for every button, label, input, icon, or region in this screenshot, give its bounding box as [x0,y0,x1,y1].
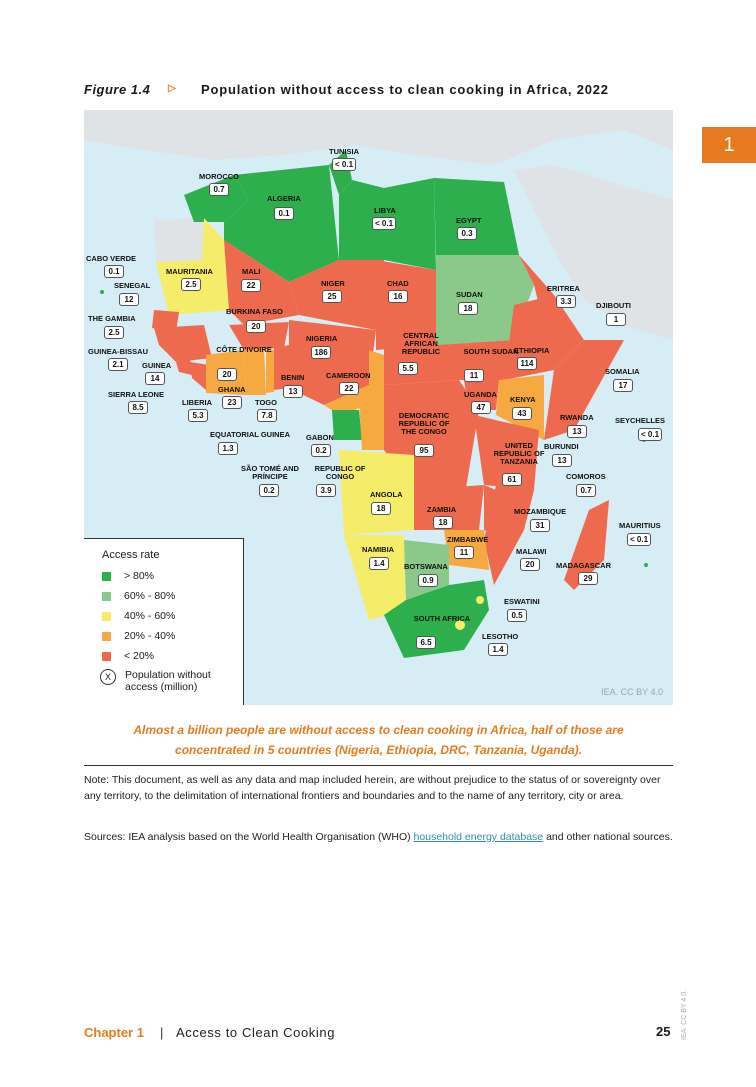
country-value-chad: 16 [388,290,408,303]
country-value-senegal: 12 [119,293,139,306]
country-label-lesotho: LESOTHO [482,632,519,641]
country-label-zambia: ZAMBIA [427,505,457,514]
country-value-rwanda: 13 [567,425,587,438]
chapter-tab[interactable]: 1 [702,127,756,163]
country-value-cameroon: 22 [339,382,359,395]
country-value-democratic-republic-of-the-congo: 95 [414,444,434,457]
country-value-burkina-faso: 20 [246,320,266,333]
country-value-burundi: 13 [552,454,572,467]
country-label-south-sudan: SOUTH SUDAN [463,347,519,356]
country-value-south-africa: 6.5 [416,636,436,649]
country-label-rwanda: RWANDA [560,413,594,422]
country-value-egypt: 0.3 [457,227,477,240]
country-label-namibia: NAMIBIA [362,545,395,554]
africa-map [84,110,673,705]
country-value-angola: 18 [371,502,391,515]
country-label-kenya: KENYA [510,395,536,404]
country-label-malawi: MALAWI [516,547,547,556]
footer-separator: | [160,1025,164,1040]
sierra-leone-shape [176,360,192,375]
side-credit: IEA. CC BY 4.0. [681,989,688,1040]
ghana-shape [244,348,266,395]
figure-title: Population without access to clean cooking in Africa, 2022 [201,82,609,97]
country-value-ethiopia: 114 [517,357,537,370]
country-value-eswatini: 0.5 [507,609,527,622]
country-value-mali: 22 [241,279,261,292]
country-value-guinea: 14 [145,372,165,385]
country-value-sudan: 18 [458,302,478,315]
map-credit: IEA. CC BY 4.0 [601,687,663,697]
country-value-kenya: 43 [512,407,532,420]
country-value-nigeria: 186 [311,346,331,359]
country-value-liberia: 5.3 [188,409,208,422]
triangle-icon: ▷ [168,83,176,94]
population-marker-icon: X [100,669,116,685]
eswatini-shape [476,596,484,604]
sources-text: Sources: IEA analysis based on the World Health Organisation (WHO) household energy database and other national sources. [84,831,673,843]
country-label-cameroon: CAMEROON [326,371,371,380]
country-label-benin: BENIN [281,373,305,382]
country-value-madagascar: 29 [578,572,598,585]
country-label-guinea-bissau: GUINEA-BISSAU [88,347,149,356]
country-value-malawi: 20 [520,558,540,571]
country-value-namibia: 1.4 [369,557,389,570]
gabon-shape [332,410,362,440]
country-value-zambia: 18 [433,516,453,529]
country-label-the-gambia: THE GAMBIA [88,314,136,323]
country-label-burkina-faso: BURKINA FASO [226,307,283,316]
country-value-lesotho: 1.4 [488,643,508,656]
mauritius-dot [644,563,648,567]
country-value-united-republic-of-tanzania: 61 [502,473,522,486]
country-label-ghana: GHANA [218,385,246,394]
country-label-central-african-republic: CENTRAL AFRICAN REPUBLIC [401,331,441,356]
country-value-cabo-verde: 0.1 [104,265,124,278]
country-label-mauritius: MAURITIUS [619,521,661,530]
country-label-c-te-d-ivoire: CÔTE D'IVOIRE [216,345,272,354]
note-text: Note: This document, as well as any data and map included herein, are without prejudice to the status of or sovereignty over any territory, to the delimitation of international frontiers and boundaries and to the name of any territory, city or area. [84,774,661,802]
country-label-seychelles: SEYCHELLES [615,416,666,425]
country-value-uganda: 47 [471,401,491,414]
country-value-comoros: 0.7 [576,484,596,497]
country-label-chad: CHAD [387,279,409,288]
country-value-eritrea: 3.3 [556,295,576,308]
country-label-democratic-republic-of-the-congo: DEMOCRATIC REPUBLIC OF THE CONGO [398,411,450,436]
country-value-benin: 13 [283,385,303,398]
country-value-tunisia: < 0.1 [332,158,356,171]
country-label-zimbabwe: ZIMBABWE [447,535,489,544]
country-label-egypt: EGYPT [456,216,482,225]
country-value-mauritania: 2.5 [181,278,201,291]
country-label-angola: ANGOLA [370,490,403,499]
country-label-djibouti: DJIBOUTI [596,301,632,310]
country-value-botswana: 0.9 [418,574,438,587]
country-label-eritrea: ERITREA [547,284,580,293]
household-energy-database-link[interactable]: household energy database [413,831,544,843]
country-value-algeria: 0.1 [274,207,294,220]
country-value-s-o-tom-and-pr-ncipe: 0.2 [259,484,279,497]
togo-shape [266,350,274,393]
cabo-verde-dots [100,290,104,294]
country-value-zimbabwe: 11 [454,546,474,559]
country-label-sudan: SUDAN [456,290,483,299]
country-label-republic-of-congo: REPUBLIC OF CONGO [314,464,366,481]
guinea-shape [154,325,212,362]
country-label-cabo-verde: CABO VERDE [86,254,137,263]
country-value-guinea-bissau: 2.1 [108,358,128,371]
footer-chapter: Chapter 1 [84,1025,144,1040]
footer-title: Access to Clean Cooking [176,1025,336,1040]
country-value-gabon: 0.2 [311,444,331,457]
country-label-eswatini: ESWATINI [504,597,540,606]
country-label-mali: MALI [242,267,261,276]
figure-label: Figure 1.4 [84,82,151,97]
europe-land [84,110,673,165]
country-label-mozambique: MOZAMBIQUE [514,507,567,516]
country-value-libya: < 0.1 [372,217,396,230]
country-value-c-te-d-ivoire: 20 [217,368,237,381]
figure-header [84,81,674,101]
country-value-the-gambia: 2.5 [104,326,124,339]
country-label-uganda: UGANDA [464,390,497,399]
country-label-niger: NIGER [321,279,345,288]
legend: Access rate > 80% 60% - 80% 40% - 60% 20% - 40% < 20% X Population without access (million) [84,538,244,705]
country-label-togo: TOGO [255,398,277,407]
country-label-somalia: SOMALIA [605,367,640,376]
divider [84,765,673,766]
country-label-gabon: GABON [306,433,334,442]
country-label-ethiopia: ETHIOPIA [514,346,550,355]
country-label-comoros: COMOROS [566,472,606,481]
country-label-madagascar: MADAGASCAR [556,561,611,570]
legend-title: Access rate [102,549,160,561]
country-value-morocco: 0.7 [209,183,229,196]
country-value-republic-of-congo: 3.9 [316,484,336,497]
country-value-central-african-republic: 5.5 [398,362,418,375]
country-label-senegal: SENEGAL [114,281,151,290]
country-value-djibouti: 1 [606,313,626,326]
country-label-libya: LIBYA [374,206,396,215]
country-label-guinea: GUINEA [142,361,172,370]
country-label-burundi: BURUNDI [544,442,579,451]
country-label-s-o-tom-and-pr-ncipe: SÃO TOMÉ AND PRÍNCIPE [241,464,299,481]
country-value-sierra-leone: 8.5 [128,401,148,414]
country-value-seychelles: < 0.1 [638,428,662,441]
country-label-tunisia: TUNISIA [329,147,359,156]
congo-shape [359,400,384,450]
country-label-equatorial-guinea: EQUATORIAL GUINEA [210,430,291,439]
country-value-equatorial-guinea: 1.3 [218,442,238,455]
country-value-niger: 25 [322,290,342,303]
population-marker-label: Population without access (million) [125,669,211,693]
country-label-mauritania: MAURITANIA [166,267,213,276]
western-sahara [154,218,204,262]
country-label-algeria: ALGERIA [267,194,301,203]
country-label-morocco: MOROCCO [199,172,239,181]
country-label-botswana: BOTSWANA [404,562,448,571]
figure-caption: Almost a billion people are without access to clean cooking in Africa, half of those are concentrated in 5 countries (Nigeria, Ethiopia, DRC, Tanzania, Uganda). [133,723,624,757]
page-number: 25 [656,1024,671,1039]
country-label-sierra-leone: SIERRA LEONE [108,390,164,399]
country-label-liberia: LIBERIA [182,398,212,407]
country-value-south-sudan: 11 [464,369,484,382]
country-label-nigeria: NIGERIA [306,334,338,343]
benin-shape [274,345,289,390]
country-value-mauritius: < 0.1 [627,533,651,546]
country-value-ghana: 23 [222,396,242,409]
country-value-somalia: 17 [613,379,633,392]
country-value-togo: 7.8 [257,409,277,422]
country-label-south-africa: SOUTH AFRICA [413,614,471,623]
country-value-mozambique: 31 [530,519,550,532]
country-label-united-republic-of-tanzania: UNITED REPUBLIC OF TANZANIA [493,441,545,466]
